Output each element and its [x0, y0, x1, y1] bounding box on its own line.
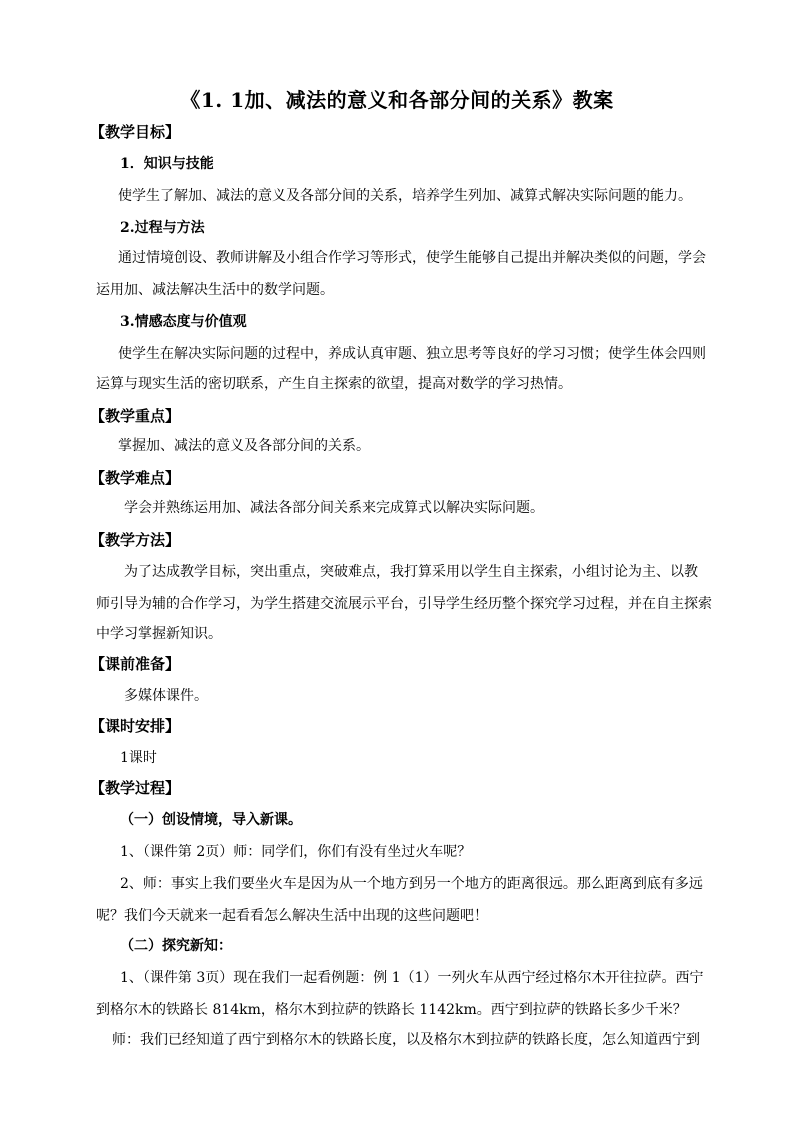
process-paragraph-3-line-2: 到格尔木的铁路长 814km，格尔木到拉萨的铁路长 1142km。西宁到拉萨的铁路长多少千米？	[96, 1002, 687, 1018]
process-part-1-title: （一）创设情境，导入新课。	[120, 812, 302, 828]
preparation-text: 多媒体课件。	[124, 688, 208, 704]
process-paragraph-2-line-1: 2、师：事实上我们要坐火车是因为从一个地方到另一个地方的距离很远。那么距离到底有多远	[120, 876, 703, 892]
schedule-text: 1课时	[120, 750, 157, 766]
objective-2-line-1: 通过情境创设、教师讲解及小组合作学习等形式，使学生能够自己提出并解决类似的问题，学会	[118, 250, 706, 266]
methods-line-3: 中学习掌握新知识。	[96, 626, 222, 642]
process-paragraph-3-line-1: 1、（课件第 3页）现在我们一起看例题：例 1（1）一列火车从西宁经过格尔木开往拉萨。西宁	[120, 970, 704, 986]
key-points-heading: 【教学重点】	[90, 407, 181, 425]
methods-line-2: 师引导为辅的合作学习，为学生搭建交流展示平台，引导学生经历整个探究学习过程，并在自主探索	[96, 596, 712, 612]
process-heading: 【教学过程】	[90, 779, 181, 797]
process-part-2-title: （二）探究新知：	[120, 938, 232, 954]
schedule-heading: 【课时安排】	[90, 717, 181, 735]
process-paragraph-2-line-2: 呢？我们今天就来一起看看怎么解决生活中出现的这些问题吧！	[96, 908, 488, 924]
difficulties-text: 学会并熟练运用加、减法各部分间关系来完成算式以解决实际问题。	[124, 500, 544, 516]
preparation-heading: 【课前准备】	[90, 655, 181, 673]
objective-3-line-2: 运算与现实生活的密切联系，产生自主探索的欲望，提高对数学的学习热情。	[96, 376, 572, 392]
difficulties-heading: 【教学难点】	[90, 469, 181, 487]
process-paragraph-1: 1、（课件第 2页）师：同学们，你们有没有坐过火车呢？	[120, 844, 472, 860]
methods-heading: 【教学方法】	[90, 531, 181, 549]
key-points-text: 掌握加、减法的意义及各部分间的关系。	[118, 438, 370, 454]
objective-3-line-1: 使学生在解决实际问题的过程中，养成认真审题、独立思考等良好的学习习惯；使学生体会四则	[118, 346, 706, 362]
document-title: 《1. 1加、减法的意义和各部分间的关系》教案	[180, 88, 614, 112]
objective-3-title: 3.情感态度与价值观	[120, 314, 247, 330]
objectives-heading: 【教学目标】	[90, 123, 181, 141]
methods-line-1: 为了达成教学目标，突出重点，突破难点，我打算采用以学生自主探索，小组讨论为主、以教	[124, 564, 698, 580]
objective-2-title: 2.过程与方法	[120, 220, 205, 236]
objective-1-text: 使学生了解加、减法的意义及各部分间的关系，培养学生列加、减算式解决实际问题的能力。	[118, 188, 692, 204]
process-paragraph-4-line-1: 师：我们已经知道了西宁到格尔木的铁路长度，以及格尔木到拉萨的铁路长度，怎么知道西宁到	[112, 1032, 700, 1048]
objective-1-title: 1．知识与技能	[120, 156, 214, 172]
objective-2-line-2: 运用加、减法解决生活中的数学问题。	[96, 282, 334, 298]
